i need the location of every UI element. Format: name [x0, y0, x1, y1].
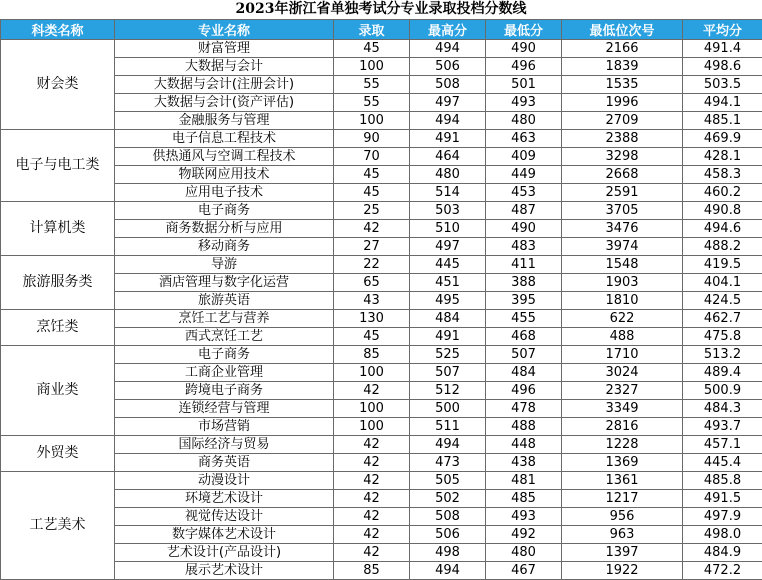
admitted-cell: 42 [334, 490, 410, 508]
admitted-cell: 100 [334, 400, 410, 418]
admitted-cell: 65 [334, 274, 410, 292]
avg-score-cell: 498.0 [683, 526, 762, 544]
admitted-cell: 42 [334, 454, 410, 472]
admitted-cell: 100 [334, 112, 410, 130]
header-major: 专业名称 [115, 20, 334, 40]
admitted-cell: 55 [334, 94, 410, 112]
header-row [1, 20, 762, 40]
table-row [1, 148, 762, 166]
min-score-cell: 493 [486, 508, 562, 526]
admitted-cell: 45 [334, 166, 410, 184]
table-row [1, 292, 762, 310]
major-cell: 物联网应用技术 [115, 166, 334, 184]
major-cell: 商务数据分析与应用 [115, 220, 334, 238]
min-score-cell: 453 [486, 184, 562, 202]
min-rank-cell: 1217 [562, 490, 683, 508]
table-row [1, 472, 762, 490]
admitted-cell: 70 [334, 148, 410, 166]
category-cell: 外贸类 [1, 436, 115, 472]
avg-score-cell: 503.5 [683, 76, 762, 94]
admitted-cell: 85 [334, 562, 410, 580]
min-rank-cell: 3024 [562, 364, 683, 382]
max-score-cell: 500 [410, 400, 486, 418]
min-rank-cell: 1369 [562, 454, 683, 472]
min-rank-cell: 1710 [562, 346, 683, 364]
avg-score-cell: 494.1 [683, 94, 762, 112]
admitted-cell: 42 [334, 382, 410, 400]
major-cell: 应用电子技术 [115, 184, 334, 202]
table-row [1, 508, 762, 526]
min-score-cell: 507 [486, 346, 562, 364]
avg-score-cell: 485.8 [683, 472, 762, 490]
avg-score-cell: 428.1 [683, 148, 762, 166]
table-row [1, 76, 762, 94]
major-cell: 国际经济与贸易 [115, 436, 334, 454]
avg-score-cell: 445.4 [683, 454, 762, 472]
table-row [1, 490, 762, 508]
min-rank-cell: 1903 [562, 274, 683, 292]
table-row [1, 238, 762, 256]
avg-score-cell: 460.2 [683, 184, 762, 202]
admitted-cell: 45 [334, 40, 410, 58]
admitted-cell: 100 [334, 418, 410, 436]
avg-score-cell: 419.5 [683, 256, 762, 274]
table-row [1, 58, 762, 76]
admitted-cell: 42 [334, 544, 410, 562]
major-cell: 移动商务 [115, 238, 334, 256]
avg-score-cell: 469.9 [683, 130, 762, 148]
min-score-cell: 483 [486, 238, 562, 256]
min-score-cell: 388 [486, 274, 562, 292]
admitted-cell: 25 [334, 202, 410, 220]
admitted-cell: 85 [334, 346, 410, 364]
min-score-cell: 468 [486, 328, 562, 346]
min-rank-cell: 1810 [562, 292, 683, 310]
avg-score-cell: 404.1 [683, 274, 762, 292]
min-score-cell: 448 [486, 436, 562, 454]
major-cell: 大数据与会计(资产评估) [115, 94, 334, 112]
max-score-cell: 498 [410, 544, 486, 562]
table-row [1, 166, 762, 184]
major-cell: 环境艺术设计 [115, 490, 334, 508]
admitted-cell: 100 [334, 58, 410, 76]
major-cell: 视觉传达设计 [115, 508, 334, 526]
min-score-cell: 438 [486, 454, 562, 472]
header-avg-score: 平均分 [683, 20, 762, 40]
max-score-cell: 494 [410, 40, 486, 58]
max-score-cell: 510 [410, 220, 486, 238]
min-score-cell: 411 [486, 256, 562, 274]
min-score-cell: 480 [486, 112, 562, 130]
header-min-rank: 最低位次号 [562, 20, 683, 40]
admitted-cell: 100 [334, 364, 410, 382]
table-row [1, 130, 762, 148]
min-score-cell: 481 [486, 472, 562, 490]
avg-score-cell: 489.4 [683, 364, 762, 382]
min-rank-cell: 963 [562, 526, 683, 544]
major-cell: 动漫设计 [115, 472, 334, 490]
avg-score-cell: 513.2 [683, 346, 762, 364]
category-cell: 烹饪类 [1, 310, 115, 346]
table-row [1, 202, 762, 220]
avg-score-cell: 424.5 [683, 292, 762, 310]
min-rank-cell: 1397 [562, 544, 683, 562]
min-score-cell: 395 [486, 292, 562, 310]
page-title: 2023年浙江省单独考试分专业录取投档分数线 [0, 0, 762, 19]
min-score-cell: 409 [486, 148, 562, 166]
admitted-cell: 43 [334, 292, 410, 310]
min-score-cell: 490 [486, 40, 562, 58]
table-row [1, 436, 762, 454]
max-score-cell: 514 [410, 184, 486, 202]
admitted-cell: 42 [334, 220, 410, 238]
major-cell: 西式烹饪工艺 [115, 328, 334, 346]
major-cell: 商务英语 [115, 454, 334, 472]
major-cell: 旅游英语 [115, 292, 334, 310]
avg-score-cell: 490.8 [683, 202, 762, 220]
table-row [1, 94, 762, 112]
table-row [1, 184, 762, 202]
major-cell: 烹饪工艺与营养 [115, 310, 334, 328]
min-rank-cell: 1922 [562, 562, 683, 580]
avg-score-cell: 458.3 [683, 166, 762, 184]
min-score-cell: 455 [486, 310, 562, 328]
category-cell: 财会类 [1, 40, 115, 130]
table-row [1, 40, 762, 58]
major-cell: 酒店管理与数字化运营 [115, 274, 334, 292]
admitted-cell: 90 [334, 130, 410, 148]
admitted-cell: 45 [334, 328, 410, 346]
major-cell: 电子商务 [115, 346, 334, 364]
table-row [1, 562, 762, 580]
min-rank-cell: 2668 [562, 166, 683, 184]
table-row [1, 382, 762, 400]
major-cell: 连锁经营与管理 [115, 400, 334, 418]
min-rank-cell: 1361 [562, 472, 683, 490]
header-category: 科类名称 [1, 20, 115, 40]
avg-score-cell: 497.9 [683, 508, 762, 526]
min-rank-cell: 2166 [562, 40, 683, 58]
max-score-cell: 511 [410, 418, 486, 436]
min-rank-cell: 2591 [562, 184, 683, 202]
header-admitted: 录取 [334, 20, 410, 40]
table-row [1, 364, 762, 382]
max-score-cell: 473 [410, 454, 486, 472]
min-rank-cell: 622 [562, 310, 683, 328]
avg-score-cell: 475.8 [683, 328, 762, 346]
min-rank-cell: 3349 [562, 400, 683, 418]
table-body [1, 40, 762, 580]
min-rank-cell: 488 [562, 328, 683, 346]
major-cell: 展示艺术设计 [115, 562, 334, 580]
table-row [1, 454, 762, 472]
min-rank-cell: 1228 [562, 436, 683, 454]
max-score-cell: 495 [410, 292, 486, 310]
min-rank-cell: 3298 [562, 148, 683, 166]
table-row [1, 256, 762, 274]
min-score-cell: 496 [486, 58, 562, 76]
admitted-cell: 42 [334, 508, 410, 526]
max-score-cell: 491 [410, 328, 486, 346]
min-score-cell: 501 [486, 76, 562, 94]
min-rank-cell: 3476 [562, 220, 683, 238]
max-score-cell: 451 [410, 274, 486, 292]
category-cell: 计算机类 [1, 202, 115, 256]
min-score-cell: 493 [486, 94, 562, 112]
min-score-cell: 487 [486, 202, 562, 220]
max-score-cell: 494 [410, 112, 486, 130]
min-score-cell: 478 [486, 400, 562, 418]
min-score-cell: 449 [486, 166, 562, 184]
max-score-cell: 445 [410, 256, 486, 274]
min-rank-cell: 1839 [562, 58, 683, 76]
avg-score-cell: 498.6 [683, 58, 762, 76]
admitted-cell: 42 [334, 436, 410, 454]
category-cell: 工艺美术 [1, 472, 115, 580]
min-rank-cell: 1535 [562, 76, 683, 94]
min-rank-cell: 2709 [562, 112, 683, 130]
avg-score-cell: 484.3 [683, 400, 762, 418]
min-score-cell: 492 [486, 526, 562, 544]
max-score-cell: 480 [410, 166, 486, 184]
min-score-cell: 480 [486, 544, 562, 562]
table-row [1, 346, 762, 364]
max-score-cell: 494 [410, 436, 486, 454]
admitted-cell: 45 [334, 184, 410, 202]
min-rank-cell: 2327 [562, 382, 683, 400]
table-row [1, 274, 762, 292]
min-score-cell: 488 [486, 418, 562, 436]
header-max-score: 最高分 [410, 20, 486, 40]
header-min-score: 最低分 [486, 20, 562, 40]
avg-score-cell: 491.5 [683, 490, 762, 508]
major-cell: 数字媒体艺术设计 [115, 526, 334, 544]
major-cell: 大数据与会计(注册会计) [115, 76, 334, 94]
category-cell: 商业类 [1, 346, 115, 436]
avg-score-cell: 491.4 [683, 40, 762, 58]
min-score-cell: 463 [486, 130, 562, 148]
avg-score-cell: 488.2 [683, 238, 762, 256]
table-row [1, 526, 762, 544]
max-score-cell: 503 [410, 202, 486, 220]
table-row [1, 400, 762, 418]
major-cell: 工商企业管理 [115, 364, 334, 382]
major-cell: 导游 [115, 256, 334, 274]
major-cell: 电子商务 [115, 202, 334, 220]
major-cell: 财富管理 [115, 40, 334, 58]
min-rank-cell: 3705 [562, 202, 683, 220]
max-score-cell: 508 [410, 508, 486, 526]
table-row [1, 112, 762, 130]
admitted-cell: 130 [334, 310, 410, 328]
category-cell: 旅游服务类 [1, 256, 115, 310]
min-rank-cell: 3974 [562, 238, 683, 256]
min-score-cell: 467 [486, 562, 562, 580]
avg-score-cell: 462.7 [683, 310, 762, 328]
table-row [1, 418, 762, 436]
category-cell: 电子与电工类 [1, 130, 115, 202]
min-score-cell: 484 [486, 364, 562, 382]
admitted-cell: 27 [334, 238, 410, 256]
max-score-cell: 507 [410, 364, 486, 382]
min-score-cell: 490 [486, 220, 562, 238]
max-score-cell: 497 [410, 238, 486, 256]
max-score-cell: 512 [410, 382, 486, 400]
min-rank-cell: 956 [562, 508, 683, 526]
admitted-cell: 22 [334, 256, 410, 274]
major-cell: 大数据与会计 [115, 58, 334, 76]
max-score-cell: 494 [410, 562, 486, 580]
avg-score-cell: 472.2 [683, 562, 762, 580]
major-cell: 供热通风与空调工程技术 [115, 148, 334, 166]
min-score-cell: 496 [486, 382, 562, 400]
max-score-cell: 505 [410, 472, 486, 490]
avg-score-cell: 494.6 [683, 220, 762, 238]
min-score-cell: 485 [486, 490, 562, 508]
avg-score-cell: 500.9 [683, 382, 762, 400]
major-cell: 市场营销 [115, 418, 334, 436]
max-score-cell: 508 [410, 76, 486, 94]
score-table [0, 19, 762, 580]
admitted-cell: 55 [334, 76, 410, 94]
major-cell: 金融服务与管理 [115, 112, 334, 130]
admitted-cell: 42 [334, 472, 410, 490]
max-score-cell: 506 [410, 526, 486, 544]
max-score-cell: 502 [410, 490, 486, 508]
min-rank-cell: 2816 [562, 418, 683, 436]
table-row [1, 544, 762, 562]
avg-score-cell: 493.7 [683, 418, 762, 436]
major-cell: 艺术设计(产品设计) [115, 544, 334, 562]
avg-score-cell: 484.9 [683, 544, 762, 562]
min-rank-cell: 1996 [562, 94, 683, 112]
max-score-cell: 491 [410, 130, 486, 148]
max-score-cell: 525 [410, 346, 486, 364]
min-rank-cell: 1548 [562, 256, 683, 274]
admitted-cell: 42 [334, 526, 410, 544]
min-rank-cell: 2388 [562, 130, 683, 148]
avg-score-cell: 457.1 [683, 436, 762, 454]
avg-score-cell: 485.1 [683, 112, 762, 130]
table-row [1, 220, 762, 238]
table-row [1, 328, 762, 346]
max-score-cell: 506 [410, 58, 486, 76]
table-row [1, 310, 762, 328]
major-cell: 电子信息工程技术 [115, 130, 334, 148]
max-score-cell: 464 [410, 148, 486, 166]
max-score-cell: 484 [410, 310, 486, 328]
major-cell: 跨境电子商务 [115, 382, 334, 400]
max-score-cell: 497 [410, 94, 486, 112]
